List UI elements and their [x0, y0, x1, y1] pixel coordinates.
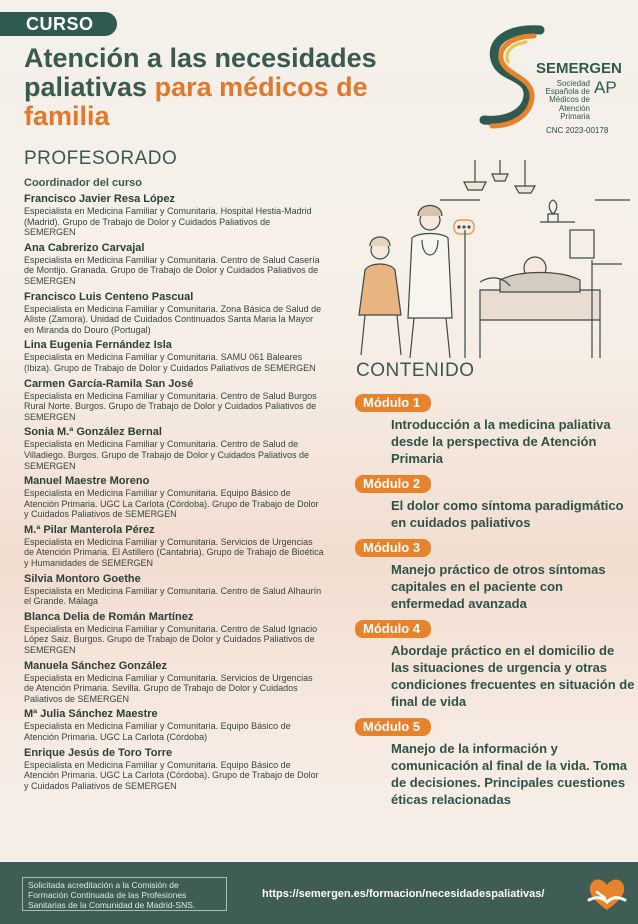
- faculty-desc: Especialista en Medicina Familiar y Comunitaria. Servicios de Urgencias de Atención Primaria. Sevilla. Grupo de Trabajo de Dolor y Cuidados Paliativos de SEMERGEN: [24, 672, 313, 704]
- faculty-item: [24, 291, 324, 336]
- module-badge: Módulo 5: [355, 718, 431, 736]
- faculty-name: Carmen García-Ramila San José: [24, 377, 194, 390]
- faculty-desc: Especialista en Medicina Familiar y Comunitaria. Centro de Salud Alhaurín el Grande. Málaga: [24, 585, 322, 607]
- course-url-link[interactable]: https://semergen.es/formacion/necesidadespaliativas/: [262, 888, 545, 900]
- contenido-heading: CONTENIDO: [356, 360, 475, 381]
- faculty-name: Mª Julia Sánchez Maestre: [24, 708, 158, 721]
- logo-suffix: AP: [594, 78, 617, 97]
- logo-society: Sociedad Española de Médicos de Atención Primaria: [545, 79, 590, 121]
- helping-hands-icon: [583, 870, 631, 918]
- module-title: El dolor como síntoma paradigmático en cuidados paliativos: [391, 498, 624, 530]
- module-badge: Módulo 3: [355, 539, 431, 557]
- faculty-item: [24, 524, 324, 569]
- faculty-item: [24, 573, 324, 607]
- accreditation-note: Solicitada acreditación a la Comisión de Formación Continuada de las Profesiones Sanitarias de la Comunidad de Madrid-SNS.: [22, 877, 227, 911]
- semergen-logo: [478, 22, 633, 142]
- faculty-name: Enrique Jesús de Toro Torre: [24, 746, 173, 759]
- faculty-desc: Especialista en Medicina Familiar y Comunitaria. Equipo Básico de Atención Primaria. UGC La Carlota (Córdoba). Grupo de Trabajo de Dolor y Cuidados Paliativos de SEMERGEN: [24, 759, 319, 791]
- profesorado-heading: PROFESORADO: [24, 148, 178, 169]
- module-list: [355, 394, 635, 816]
- faculty-item: [24, 242, 324, 287]
- care-scene-illustration: [330, 160, 630, 360]
- faculty-item: [24, 426, 324, 471]
- module-title: Introducción a la medicina paliativa desde la perspectiva de Atención Primaria: [391, 417, 611, 466]
- faculty-name: Silvia Montoro Goethe: [24, 572, 141, 585]
- faculty-item: [24, 378, 324, 423]
- faculty-desc: Especialista en Medicina Familiar y Comunitaria. Equipo Básico de Atención Primaria. UGC La Carlota (Córdoba). Grupo de Trabajo de Dolor y Cuidados Paliativos de SEMERGEN: [24, 488, 319, 520]
- faculty-desc: Especialista en Medicina Familiar y Comunitaria. Hospital Hestia-Madrid (Madrid). Grupo de Trabajo de Dolor y Cuidados Paliativos de SEMERGEN: [24, 206, 312, 238]
- faculty-desc: Especialista en Medicina Familiar y Comunitaria. Centro de Salud Burgos Rural Norte. Burgos. Grupo de Trabajo de Dolor y Cuidados Paliativos de SEMERGEN: [24, 390, 317, 422]
- faculty-item: [24, 193, 324, 238]
- faculty-name: Sonia M.ª González Bernal: [24, 426, 162, 439]
- faculty-name: Manuel Maestre Moreno: [24, 475, 150, 488]
- module-badge: Módulo 4: [355, 620, 431, 638]
- faculty-list: [24, 193, 324, 795]
- module-item: [355, 539, 635, 612]
- faculty-name: Manuela Sánchez González: [24, 659, 168, 672]
- module-item: [355, 620, 635, 710]
- module-item: [355, 475, 635, 531]
- module-badge: Módulo 2: [355, 475, 431, 493]
- faculty-item: [24, 475, 324, 520]
- cnc-code: CNC 2023-00178: [546, 126, 609, 135]
- faculty-desc: Especialista en Medicina Familiar y Comunitaria. Equipo Básico de Atención Primaria. UGC La Carlota (Córdoba): [24, 721, 291, 742]
- faculty-name: Ana Cabrerizo Carvajal: [24, 241, 145, 254]
- module-badge: Módulo 1: [355, 394, 431, 412]
- module-title: Abordaje práctico en el domicilio de las situaciones de urgencia y otras condiciones frecuentes en situación de final de vida: [391, 643, 635, 709]
- faculty-item: [24, 660, 324, 705]
- faculty-name: Blanca Delia de Román Martínez: [24, 610, 194, 623]
- faculty-desc: Especialista en Medicina Familiar y Comunitaria. Centro de Salud Casería de Montijo. Granada. Grupo de Trabajo de Dolor y Cuidados Paliativos de SEMERGEN: [24, 254, 320, 286]
- module-title: Manejo de la información y comunicación al final de la vida. Toma de decisiones. Principales cuestiones éticas relacionadas: [391, 741, 627, 807]
- logo-name: SEMERGEN: [536, 60, 622, 77]
- module-item: [355, 718, 635, 808]
- faculty-desc: Especialista en Medicina Familiar y Comunitaria. Servicios de Urgencias de Atención Primaria. El Astillero (Cantabria). Grupo de Trabajo de Bioética y Humanidades de SEMERGEN: [24, 536, 324, 569]
- title-main: Atención a las necesidades paliativas: [24, 43, 377, 102]
- faculty-desc: Especialista en Medicina Familiar y Comunitaria. Centro de Salud Ignacio López Saiz. Burgos. Grupo de Trabajo de Dolor y Cuidados Paliativos de SEMERGEN: [24, 623, 318, 656]
- faculty-name: Francisco Javier Resa López: [24, 193, 176, 205]
- module-title: Manejo práctico de otros síntomas capitales en el paciente con enfermedad avanzada: [391, 562, 606, 611]
- page-title: [24, 44, 444, 131]
- faculty-item: [24, 708, 324, 742]
- faculty-item: [24, 339, 324, 373]
- footer: [0, 862, 638, 924]
- faculty-item: [24, 747, 324, 792]
- faculty-name: M.ª Pilar Manterola Pérez: [24, 523, 155, 536]
- faculty-name: Francisco Luis Centeno Pascual: [24, 290, 194, 303]
- faculty-desc: Especialista en Medicina Familiar y Comunitaria. Centro de Salud de Villadiego. Burgos. Grupo de Trabajo de Dolor y Cuidados Paliativos de SEMERGEN: [24, 439, 310, 471]
- title-accent: para médicos de familia: [24, 72, 368, 131]
- coordinator-label: Coordinador del curso: [24, 177, 142, 189]
- faculty-item: [24, 611, 324, 656]
- faculty-name: Lina Eugenia Fernández Isla: [24, 339, 172, 352]
- module-item: [355, 394, 635, 467]
- faculty-desc: Especialista en Medicina Familiar y Comunitaria. Zona Básica de Salud de Aliste (Zamora). Unidad de Cuidados Continuados Santa Maria la Mayor en Miranda do Douro (Portugal): [24, 303, 322, 335]
- faculty-desc: Especialista en Medicina Familiar y Comunitaria. SAMU 061 Baleares (Ibiza). Grupo de Trabajo de Dolor y Cuidados Paliativos de SEMERGEN: [24, 352, 316, 373]
- course-badge: CURSO: [0, 12, 117, 36]
